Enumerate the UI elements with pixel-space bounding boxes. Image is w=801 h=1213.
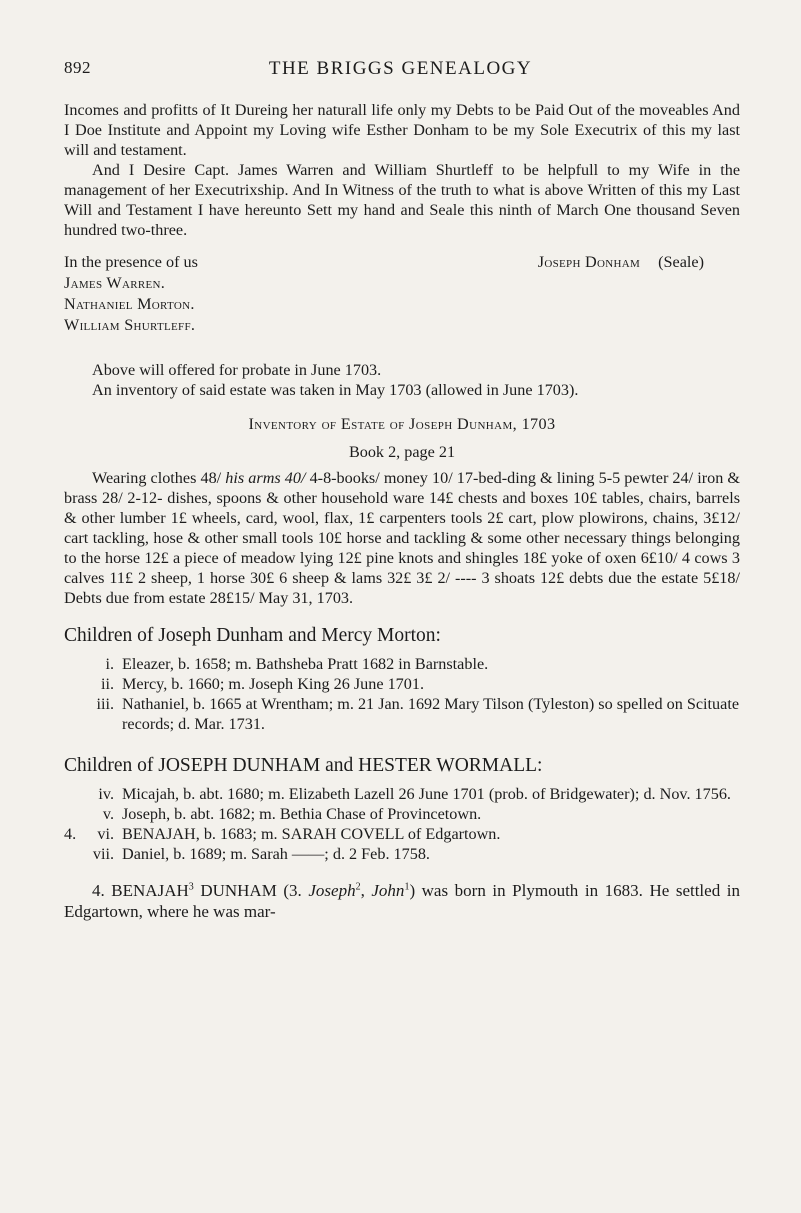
list-item: iii. Nathaniel, b. 1665 at Wrentham; m. 21 Jan. 1692 Mary Tilson (Tyleston) so spelled on Scituate records; d. Mar. 1731. xyxy=(96,695,740,733)
inventory-title: Inventory of Estate of Joseph Dunham, 1703 xyxy=(248,415,556,433)
page-number: 892 xyxy=(64,58,91,77)
inventory-text-a: Wearing clothes 48/ xyxy=(92,469,226,487)
list-item: ii. Mercy, b. 1660; m. Joseph King 26 June 1701. xyxy=(100,675,424,693)
signer-name: Joseph Donham xyxy=(537,253,641,271)
signer-block xyxy=(538,252,704,336)
children-wormall-list xyxy=(64,784,740,864)
list-item: i. Eleazer, b. 1658; m. Bathsheba Pratt 1682 in Barnstable. xyxy=(105,655,489,673)
children-wormall-heading: Children of JOSEPH DUNHAM and HESTER WORMALL: xyxy=(64,755,543,776)
list-item: v. Joseph, b. abt. 1682; m. Bethia Chase of Provincetown. xyxy=(102,805,482,823)
will-paragraph-2: And I Desire Capt. James Warren and William Shurtleff to be helpfull to my Wife in the management of her Executrixship. And In Witness of the truth to what is above Written of this my Last Will and Testament I have hereunto Sett my hand and Seale this ninth of March One thousand Seven hundred two-three. xyxy=(64,161,740,239)
list-item: iv. Micajah, b. abt. 1680; m. Elizabeth Lazell 26 June 1701 (prob. of Bridgewater); d. Nov. 1756. xyxy=(98,785,731,803)
will-paragraph-1: Incomes and profitts of It Dureing her naturall life only my Debts to be Paid Out of the moveables And I Doe Institute and Appoint my Loving wife Esther Donham to be my Sole Executrix of this my last will and testament. xyxy=(64,101,740,159)
probate-line-2: An inventory of said estate was taken in May 1703 (allowed in June 1703). xyxy=(92,381,579,399)
probate-line-1: Above will offered for probate in June 1703. xyxy=(92,361,382,379)
running-title: THE BRIGGS GENEALOGY xyxy=(268,58,533,79)
list-item: 4. vi. BENAJAH, b. 1683; m. SARAH COVELL of Edgartown. xyxy=(64,825,501,843)
children-morton-list xyxy=(64,654,740,734)
witness-name: William Shurtleff. xyxy=(64,316,196,334)
seal-mark: (Seale) xyxy=(658,253,704,271)
witness-name: Nathaniel Morton. xyxy=(64,295,195,313)
list-item: vii. Daniel, b. 1689; m. Sarah ——; d. 2 Feb. 1758. xyxy=(92,845,430,863)
signature-block xyxy=(64,252,740,336)
page-body xyxy=(64,100,740,922)
inventory-text-b: 4-8-books/ money 10/ 17-bed-ding & lining 5-5 pewter 24/ iron & brass 28/ 2-12- dishes, spoons & other household ware 14£ chests and boxes 10£ tables, chairs, barrels & other lumber 1£ wheels, card, wool, flax, 1£ carpenters tools 2£ cart, plow plowirons, chains, 3£12/ cart tackling, hose & other small tools 10£ horse and tackling & some other necessary things belonging to the horse 12£ a piece of meadow lying 12£ pine knots and shingles 18£ yoke of oxen 6£10/ 4 cows 3 calves 11£ 2 sheep, 1 horse 30£ 6 sheep & lams 32£ 3£ 2/ ---- 3 shoats 12£ debts due the estate 5£18/ Debts due from estate 28£15/ May 31, 1703. xyxy=(64,469,741,607)
children-morton-heading: Children of Joseph Dunham and Mercy Morton: xyxy=(64,625,441,646)
witness-block xyxy=(64,252,198,336)
presence-line: In the presence of us xyxy=(64,253,198,271)
inventory-reference: Book 2, page 21 xyxy=(348,443,456,461)
witness-name: James Warren. xyxy=(64,274,166,292)
inventory-text-italic: his arms 40/ xyxy=(225,469,306,487)
page-header xyxy=(0,58,801,88)
closing-paragraph: 4. BENAJAH$^3$ DUNHAM (3. Joseph$^2$, John$^1$) was born in Plymouth in 1683. He settled in Edgartown, where he was mar- xyxy=(64,881,740,921)
inventory-text xyxy=(64,468,740,608)
